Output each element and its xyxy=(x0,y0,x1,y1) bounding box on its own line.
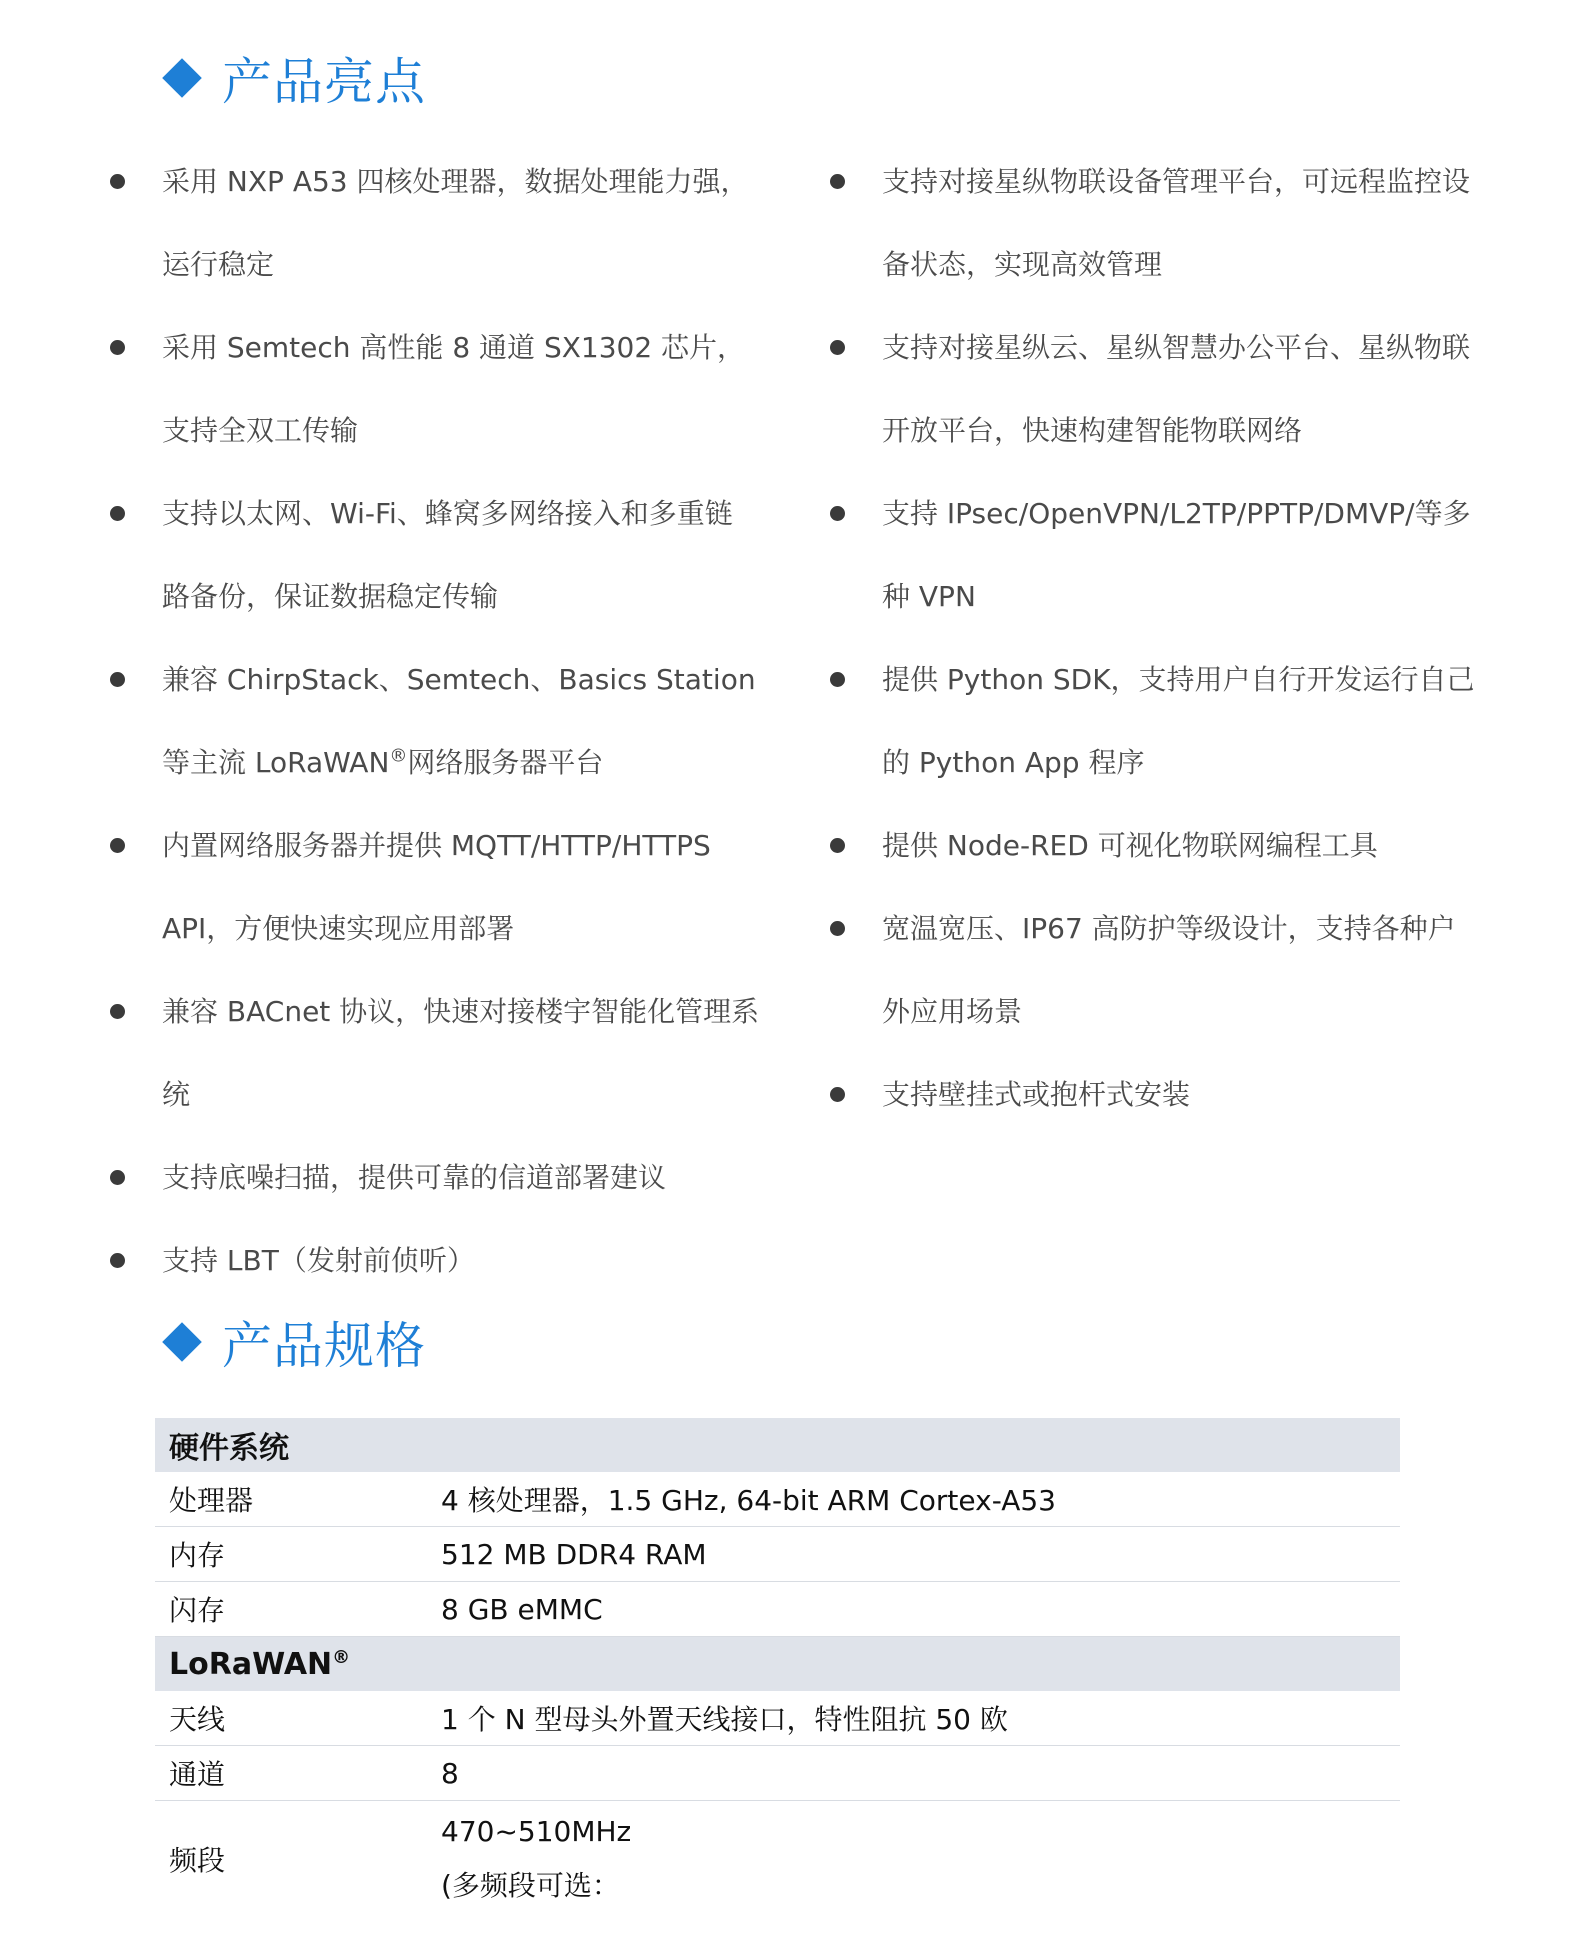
spec-value: 8 xyxy=(427,1746,1400,1801)
highlights-left-column xyxy=(110,140,760,1302)
bullet-dot-icon xyxy=(110,174,125,189)
spec-row xyxy=(155,1527,1400,1582)
spec-section-header: 硬件系统 xyxy=(155,1418,1400,1472)
highlight-item: 提供 Python SDK，支持用户自行开发运行自己的 Python App 程序 xyxy=(830,638,1480,804)
bullet-dot-icon xyxy=(110,1253,125,1268)
highlight-item: 采用 Semtech 高性能 8 通道 SX1302 芯片，支持全双工传输 xyxy=(110,306,760,472)
spec-row xyxy=(155,1746,1400,1801)
highlight-item: 采用 NXP A53 四核处理器，数据处理能力强，运行稳定 xyxy=(110,140,760,306)
spec-value: 512 MB DDR4 RAM xyxy=(427,1527,1400,1582)
spec-value: 1 个 N 型母头外置天线接口，特性阻抗 50 欧 xyxy=(427,1691,1400,1746)
spec-key: 频段 xyxy=(169,1844,226,1877)
spec-key: 处理器 xyxy=(155,1472,427,1527)
bullet-dot-icon xyxy=(110,672,125,687)
bullet-dot-icon xyxy=(110,838,125,853)
highlight-item: 支持 LBT（发射前侦听） xyxy=(110,1219,760,1302)
specs-title xyxy=(160,1306,426,1378)
highlights-right-column xyxy=(830,140,1480,1136)
highlight-item: 支持底噪扫描，提供可靠的信道部署建议 xyxy=(110,1136,760,1219)
spec-value: 8 GB eMMC xyxy=(427,1582,1400,1637)
highlight-item: 兼容 BACnet 协议，快速对接楼宇智能化管理系统 xyxy=(110,970,760,1136)
spec-section-header: LoRaWAN® xyxy=(155,1637,1400,1692)
bullet-dot-icon xyxy=(830,1087,845,1102)
bullet-dot-icon xyxy=(110,506,125,521)
registered-mark: ® xyxy=(332,1646,351,1668)
spec-key: 内存 xyxy=(155,1527,427,1582)
specs-title-text: 产品规格 xyxy=(222,1317,426,1375)
highlight-item: 支持 IPsec/OpenVPN/L2TP/PPTP/DMVP/等多种 VPN xyxy=(830,472,1480,638)
highlight-item: 宽温宽压、IP67 高防护等级设计，支持各种户外应用场景 xyxy=(830,887,1480,1053)
registered-mark: ® xyxy=(389,745,408,767)
diamond-icon xyxy=(162,58,202,98)
spec-key: 通道 xyxy=(155,1746,427,1801)
spec-key: 闪存 xyxy=(155,1582,427,1637)
highlight-item: 支持壁挂式或抱杆式安装 xyxy=(830,1053,1480,1136)
highlight-item: 支持对接星纵物联设备管理平台，可远程监控设备状态，实现高效管理 xyxy=(830,140,1480,306)
highlight-item: 提供 Node-RED 可视化物联网编程工具 xyxy=(830,804,1480,887)
highlights-title-text: 产品亮点 xyxy=(222,53,426,111)
spec-row xyxy=(155,1582,1400,1637)
highlights-title xyxy=(160,42,426,114)
spec-row xyxy=(155,1801,1400,1918)
highlight-item: 兼容 ChirpStack、Semtech、Basics Station 等主流 LoRaWAN®网络服务器平台 xyxy=(110,638,760,804)
highlight-item: 支持以太网、Wi-Fi、蜂窝多网络接入和多重链路备份，保证数据稳定传输 xyxy=(110,472,760,638)
spec-value: 4 核处理器，1.5 GHz, 64-bit ARM Cortex-A53 xyxy=(427,1472,1400,1527)
bullet-dot-icon xyxy=(110,1004,125,1019)
highlight-item: 支持对接星纵云、星纵智慧办公平台、星纵物联开放平台，快速构建智能物联网络 xyxy=(830,306,1480,472)
bullet-dot-icon xyxy=(830,340,845,355)
diamond-icon xyxy=(162,1322,202,1362)
bullet-dot-icon xyxy=(830,921,845,936)
spec-key: 天线 xyxy=(155,1691,427,1746)
spec-row xyxy=(155,1472,1400,1527)
spec-row xyxy=(155,1691,1400,1746)
bullet-dot-icon xyxy=(830,506,845,521)
highlight-item: 内置网络服务器并提供 MQTT/HTTP/HTTPS API，方便快速实现应用部署 xyxy=(110,804,760,970)
spec-value: 470~510MHz (多频段可选： xyxy=(441,1815,632,1902)
bullet-dot-icon xyxy=(110,1170,125,1185)
bullet-dot-icon xyxy=(830,174,845,189)
bullet-dot-icon xyxy=(830,838,845,853)
bullet-dot-icon xyxy=(110,340,125,355)
spec-table xyxy=(155,1418,1400,1917)
bullet-dot-icon xyxy=(830,672,845,687)
